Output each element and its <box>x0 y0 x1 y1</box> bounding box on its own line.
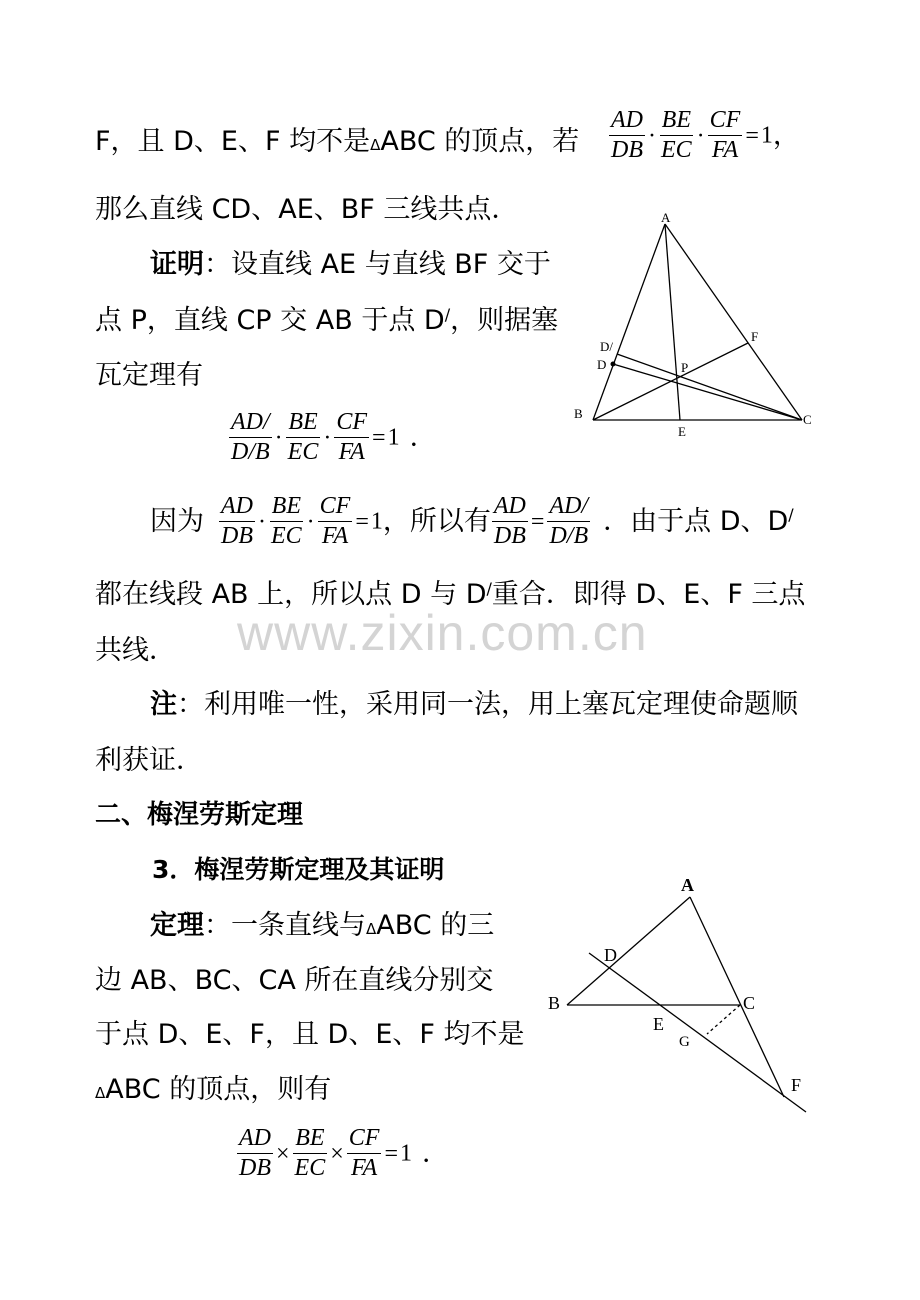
denominator: D/B <box>231 439 270 466</box>
because-after: ．由于点 D、D <box>603 506 789 538</box>
fraction-adp-dpb <box>547 494 590 549</box>
fraction-cf-fa <box>318 494 353 549</box>
denominator: EC <box>294 1155 326 1182</box>
menelaus-equation <box>236 1126 449 1181</box>
proof-line-2 <box>95 307 558 334</box>
numerator: AD <box>237 1126 273 1154</box>
label-a: A <box>661 210 671 225</box>
denominator: FA <box>711 137 739 164</box>
denominator: DB <box>221 523 253 550</box>
proof-line-1 <box>150 251 551 278</box>
numerator: CF <box>318 494 353 522</box>
line-cd <box>613 364 802 420</box>
fraction-adp-dpb <box>229 410 272 465</box>
triangle-symbol: Δ <box>370 136 381 154</box>
prime-mark: / <box>444 305 451 324</box>
value-one: 1 <box>760 122 773 149</box>
fraction-be-ec <box>293 1126 328 1181</box>
denominator: FA <box>321 523 349 550</box>
numerator: AD/ <box>547 494 590 522</box>
side-ab <box>593 224 665 420</box>
label-a: A <box>681 875 694 895</box>
theorem-line-1 <box>150 912 494 939</box>
value-one: 1 <box>370 508 383 535</box>
proof-text-1: ：设直线 AE 与直线 BF 交于 <box>204 249 551 280</box>
note-label: 注 <box>150 689 177 720</box>
menelaus-figure <box>540 870 825 1120</box>
equals-sign: = <box>384 1140 398 1167</box>
fraction-be-ec <box>659 108 694 163</box>
line1-suffix: ， <box>772 120 800 152</box>
line1-prefix: F，且 D、E、F 均不是 <box>95 126 371 157</box>
label-c: C <box>743 993 756 1013</box>
theorem-line-2: 边 AB、BC、CA 所在直线分别交 <box>95 965 494 996</box>
prime-mark: / <box>486 579 492 598</box>
label-g: G <box>679 1034 690 1050</box>
value-one: 1 <box>399 1140 412 1167</box>
line-all-b: 重合．即得 D、E、F 三点 <box>491 579 806 610</box>
text-line-2: 那么直线 CD、AE、BF 三线共点． <box>95 194 519 225</box>
ceva-condition-formula <box>608 108 800 163</box>
note-line-2: 利获证． <box>95 745 203 776</box>
dot-operator: · <box>696 122 705 149</box>
numerator: BE <box>660 108 693 136</box>
point-d-dot <box>611 362 616 367</box>
side-ab <box>567 897 690 1005</box>
end-mark: ． <box>421 1138 449 1170</box>
label-c: C <box>803 412 812 427</box>
note-text-1: ：利用唯一性，采用同一法，用上塞瓦定理使命题顺 <box>177 689 798 720</box>
denominator: EC <box>287 439 319 466</box>
theorem-line-4 <box>95 1076 331 1103</box>
label-p: P <box>681 360 689 375</box>
proof-text-2a: 点 P，直线 CP 交 AB 于点 D <box>95 305 445 336</box>
dot-operator: · <box>323 424 332 451</box>
parallel-cg-dashed <box>707 1005 740 1034</box>
label-d: D <box>604 945 617 965</box>
denominator: EC <box>271 523 302 550</box>
denominator: D/B <box>549 523 589 550</box>
fraction-ad-db <box>609 108 645 163</box>
triangle-symbol: Δ <box>95 1084 106 1102</box>
equals-sign: = <box>372 424 386 451</box>
theorem-text-1b: ABC 的三 <box>376 910 495 941</box>
fraction-ad-db <box>237 1126 273 1181</box>
proof-line-3: 瓦定理有 <box>95 360 203 391</box>
numerator: CF <box>334 410 369 438</box>
label-e: E <box>653 1014 664 1034</box>
label-b: B <box>548 993 561 1013</box>
dot-operator: · <box>306 508 315 535</box>
note-line-1 <box>150 691 798 718</box>
transversal-line <box>589 953 806 1112</box>
numerator: CF <box>708 108 743 136</box>
dot-operator: · <box>274 424 283 451</box>
dot-operator: · <box>648 122 656 149</box>
theorem-line-3: 于点 D、E、F，且 D、E、F 均不是 <box>95 1019 525 1050</box>
fraction-cf-fa <box>708 108 743 163</box>
theorem-text-4: ABC 的顶点，则有 <box>105 1074 332 1105</box>
side-ac <box>665 224 802 420</box>
denominator: FA <box>338 439 365 466</box>
prime-mark: / <box>788 505 794 525</box>
fraction-cf-fa <box>334 410 369 465</box>
fraction-be-ec <box>286 410 321 465</box>
numerator: AD <box>609 108 645 136</box>
fraction-be-ec <box>269 494 304 549</box>
ceva-figure <box>560 205 825 450</box>
denominator: EC <box>661 137 692 164</box>
section-heading: 二、梅涅劳斯定理 <box>95 800 304 830</box>
because-mid: ，所以有 <box>382 506 491 538</box>
label-d: D <box>597 357 607 372</box>
denominator: DB <box>239 1155 271 1182</box>
label-f: F <box>751 329 759 344</box>
label-e: E <box>678 424 686 439</box>
proof-label: 证明 <box>150 249 204 280</box>
dot-operator: · <box>258 508 266 535</box>
proof-text-2b: ，则据塞 <box>450 305 559 336</box>
line-af <box>690 897 784 1097</box>
watermark: www.zixin.com.cn <box>237 605 648 661</box>
line-cd-prime <box>617 354 802 420</box>
fraction-ad-db <box>492 494 528 549</box>
numerator: AD <box>492 494 528 522</box>
line-all-a: 都在线段 AB 上，所以点 D 与 D <box>95 579 487 610</box>
line1-middle: ABC 的顶点，若 <box>380 126 580 157</box>
label-b: B <box>574 406 583 421</box>
times-operator: × <box>330 1140 344 1167</box>
because-prefix: 因为 <box>150 506 204 538</box>
theorem-text-1: ：一条直线与 <box>204 910 366 941</box>
subheading: 3．梅涅劳斯定理及其证明 <box>152 855 445 884</box>
triangle-symbol: Δ <box>366 920 377 938</box>
numerator: AD <box>219 494 255 522</box>
label-f: F <box>791 1075 802 1095</box>
equals-sign: = <box>530 508 545 535</box>
fraction-ad-db <box>219 494 255 549</box>
cevian-ae <box>665 224 680 420</box>
ceva-equation-prime <box>228 410 437 465</box>
numerator: AD/ <box>229 410 272 438</box>
label-d-prime: D/ <box>600 339 613 354</box>
times-operator: × <box>276 1140 290 1167</box>
denominator: DB <box>493 523 526 550</box>
numerator: BE <box>286 410 319 438</box>
denominator: FA <box>350 1155 378 1182</box>
denominator: DB <box>611 137 643 164</box>
numerator: CF <box>347 1126 382 1154</box>
text-line-collinear: 共线． <box>95 635 176 666</box>
numerator: BE <box>293 1126 326 1154</box>
end-mark: ． <box>409 422 437 454</box>
numerator: BE <box>270 494 303 522</box>
fraction-cf-fa <box>347 1126 382 1181</box>
theorem-label: 定理 <box>150 910 204 941</box>
because-line <box>150 494 794 549</box>
equals-sign: = <box>745 122 759 149</box>
value-one: 1 <box>387 424 400 451</box>
text-line-1 <box>95 128 579 155</box>
equals-sign: = <box>355 508 369 535</box>
